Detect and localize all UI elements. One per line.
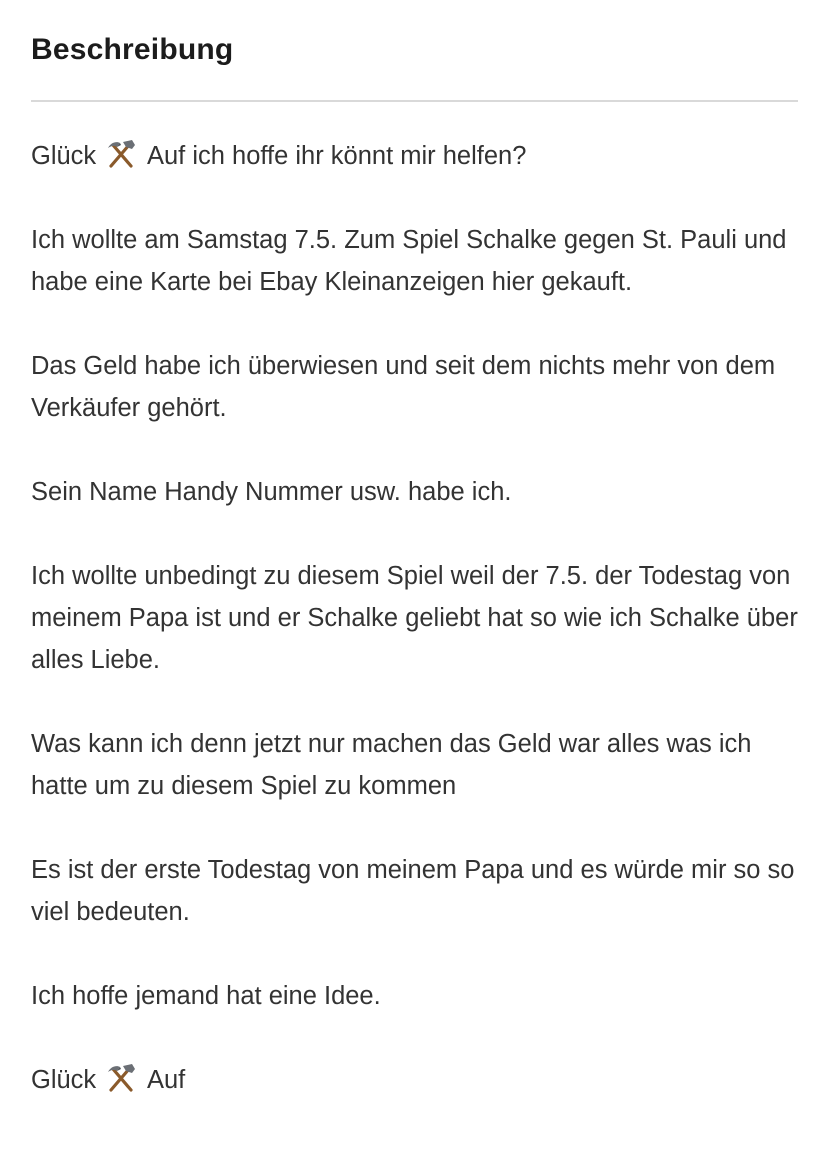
description-body	[31, 135, 798, 1143]
greeting-text: Glück	[31, 142, 97, 170]
closing-text: Auf	[146, 1066, 186, 1094]
description-paragraph-9	[31, 1059, 798, 1101]
paragraph-1-text: Auf ich hoffe ihr könnt mir helfen?	[146, 142, 527, 170]
description-paragraph-8: Ich hoffe jemand hat eine Idee.	[31, 982, 381, 1010]
description-paragraph-7: Es ist der erste Todestag von meinem Papa und es würde mir so so viel bedeuten.	[31, 856, 795, 926]
section-title: Beschreibung	[31, 33, 234, 66]
description-paragraph-2: Ich wollte am Samstag 7.5. Zum Spiel Schalke gegen St. Pauli und habe eine Karte bei Ebay Kleinanzeigen hier gekauft.	[31, 226, 787, 296]
description-paragraph-3: Das Geld habe ich überwiesen und seit dem nichts mehr von dem Verkäufer gehört.	[31, 352, 776, 422]
closing-greeting-text: Glück	[31, 1066, 97, 1094]
hammer-and-pick-icon	[105, 1063, 137, 1093]
description-paragraph-4: Sein Name Handy Nummer usw. habe ich.	[31, 478, 512, 506]
description-paragraph-5: Ich wollte unbedingt zu diesem Spiel weil der 7.5. der Todestag von meinem Papa ist und er Schalke geliebt hat so wie ich Schalke über alles Liebe.	[31, 562, 798, 674]
description-paragraph-6: Was kann ich denn jetzt nur machen das Geld war alles was ich hatte um zu diesem Spiel zu kommen	[31, 730, 752, 800]
hammer-and-pick-icon	[105, 139, 137, 169]
description-paragraph-1	[31, 135, 798, 177]
divider	[31, 100, 798, 102]
